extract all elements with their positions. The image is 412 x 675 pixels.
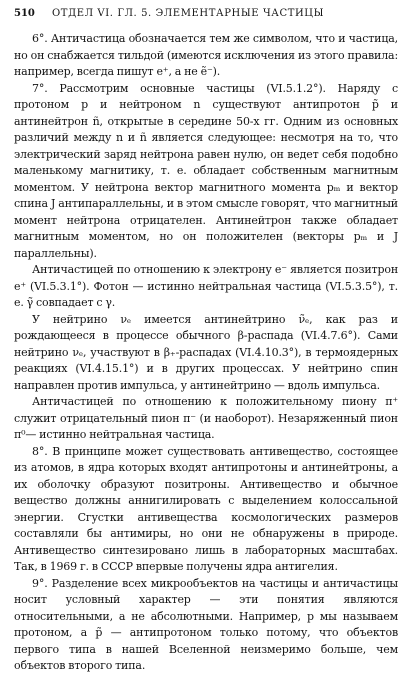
running-head: ОТДЕЛ VI. ГЛ. 5. ЭЛЕМЕНТАРНЫЕ ЧАСТИЦЫ	[52, 8, 325, 19]
page-number: 510	[14, 8, 35, 19]
paragraph-pion: Античастицей по отношению к положительному пиону π⁺ служит отрицательный пион π⁻ (и наоборот). Незаряженный пион π⁰— истинно нейтральная частица.	[14, 395, 398, 441]
paragraph-7: 7°. Рассмотрим основные частицы (VI.5.1.2°). Наряду с протоном p и нейтроном n существуют антипротон p̃ и антинейтрон ñ, открытые в середине 50-х гг. Одним из основных различий между n и ñ является следующее: несмотря на то, что электрический заряд нейтрона равен нулю, он ведет себя подобно маленькому магнитику, т. е. обладает собственным магнитным моментом. У нейтрона вектор магнитного момента pₘ и вектор спина J антипараллельны, и в этом смысле говорят, что магнитный момент нейтрона отрицателен. Антинейтрон также обладает магнитным моментом, но он положителен (векторы pₘ и J параллельны).	[14, 81, 398, 260]
paragraph-8: 8°. В принципе может существовать антивещество, состоящее из атомов, в ядра которых входят антипротоны и антинейтроны, а их оболочку образуют позитроны. Антивещество и обычное вещество должны аннигилировать с выделением колоссальной энергии. Сгустки антивещества космологических размеров составляли бы антимиры, но они не обнаружены в природе. Антивещество синтезировано лишь в лабораторных масштабах. Так, в 1969 г. в СССР впервые получены ядра антигелия.	[14, 444, 398, 573]
paragraph-neutrino: У нейтрино νₑ имеется антинейтрино ν̃ₑ, как раз и рождающееся в процессе обычного β-распада (VI.4.7.6°). Сами нейтрино νₑ, участвуют в β₊-распадах (VI.4.10.3°), в термоядерных реакциях (VI.4.15.1°) и в других процессах. У нейтрино спин направлен против импульса, у антинейтрино — вдоль импульса.	[14, 312, 398, 392]
body-text	[14, 31, 398, 675]
paragraph-positron: Античастицей по отношению к электрону e⁻ является позитрон e⁺ (VI.5.3.1°). Фотон — истинно нейтральная частица (VI.5.3.5°), т. е. γ̃ совпадает с γ.	[14, 263, 398, 309]
paragraph-9: 9°. Разделение всех микрообъектов на частицы и античастицы носит условный характер — эти понятия являются относительными, а не абсолютными. Например, p мы называем протоном, а p̃ — антипротоном только потому, что объектов первого типа в нашей Вселенной неизмеримо больше, чем объектов второго типа.	[14, 576, 398, 672]
paragraph-6: 6°. Античастица обозначается тем же символом, что и частица, но он снабжается тильдой (имеются исключения из этого правила: например, всегда пишут e⁺, а не ẽ⁻).	[14, 32, 398, 78]
page-header	[14, 8, 398, 19]
book-page	[14, 8, 398, 675]
